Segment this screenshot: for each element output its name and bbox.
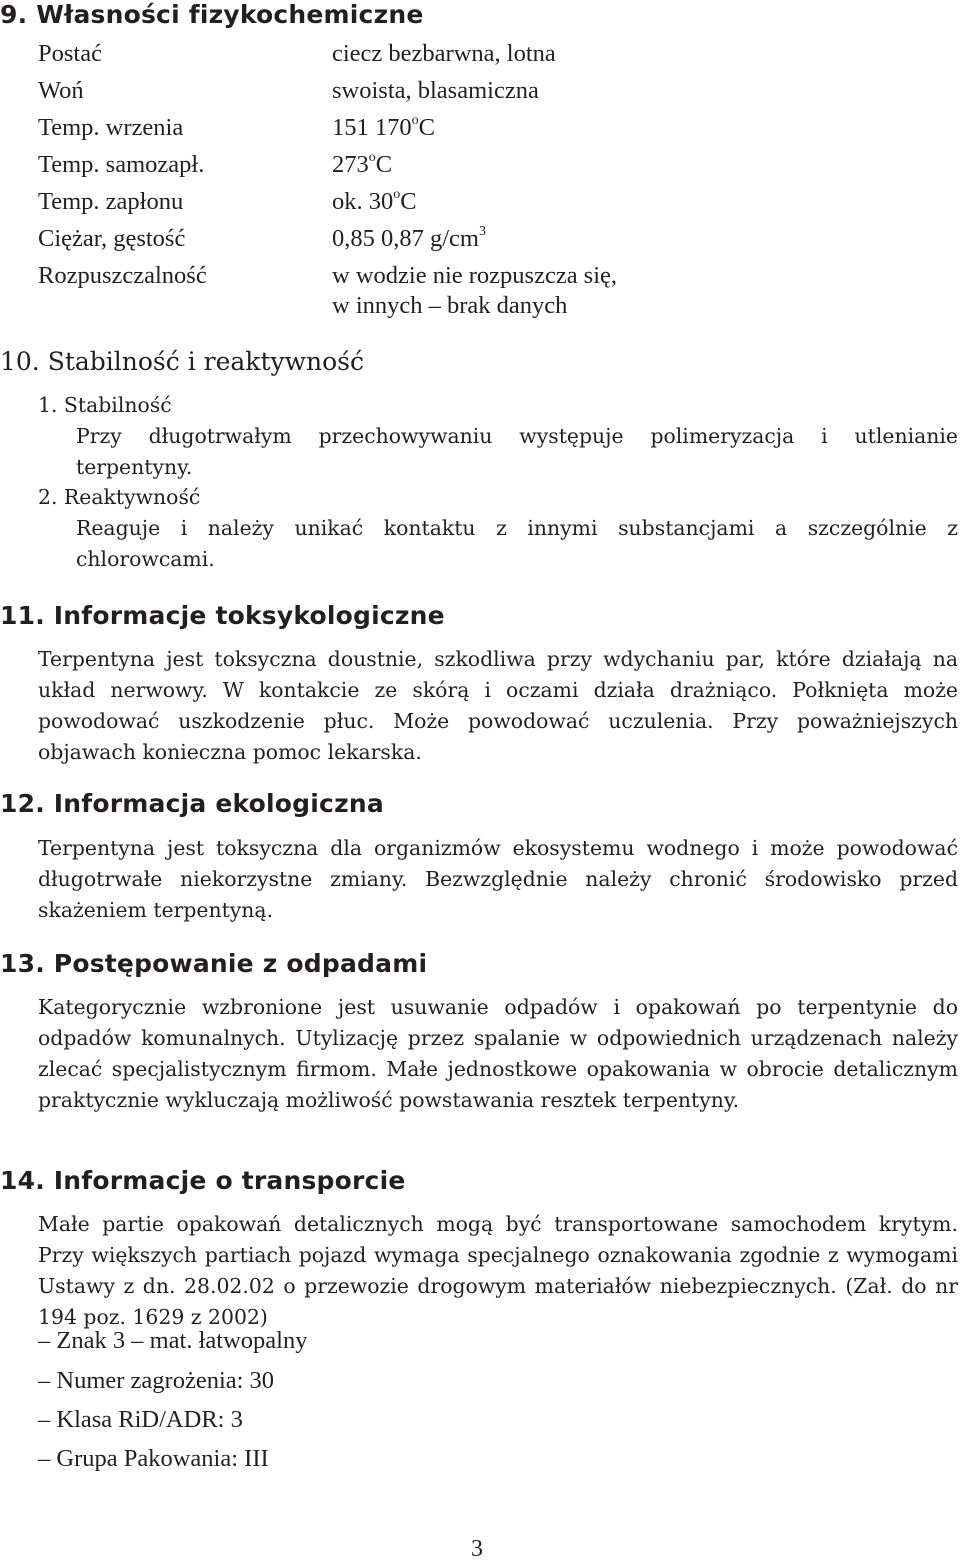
section-14-heading: 14. Informacje o transporcie [0, 1166, 406, 1195]
list-item: – Znak 3 – mat. łatwopalny [38, 1327, 308, 1354]
page-number: 3 [471, 1536, 483, 1562]
property-value: 273$^o$C [332, 150, 393, 178]
section-13-text: Kategorycznie wzbronione jest usuwanie odpadów i opakowań po terpentynie do odpadów komunalnych. Utylizację przez spalanie w odpowiednich urządzenach należy zlecać specjalistycznym firmom. Małe jednostkowe opakowania w obrocie detalicznym praktycznie wykluczają możliwość powstawania resztek terpentyny. [38, 995, 958, 1112]
subsection-reactivity-heading: 2. Reaktywność [38, 485, 201, 509]
property-label: Rozpuszczalność [38, 262, 207, 289]
list-item: – Numer zagrożenia: 30 [38, 1367, 275, 1394]
list-item: – Klasa RiD/ADR: 3 [38, 1406, 243, 1433]
property-value: w wodzie nie rozpuszcza się, [332, 262, 618, 289]
subsection-stability-text: Przy długotrwałym przechowywaniu występuje polimeryzacja i utlenianie terpentyny. [76, 424, 958, 479]
property-value: 151 170$^o$C [332, 113, 435, 141]
property-value: swoista, blasamiczna [332, 77, 539, 104]
property-label: Postać [38, 40, 102, 67]
section-12-text: Terpentyna jest toksyczna dla organizmów ekosystemu wodnego i może powodować długotrwałe niekorzystne zmiany. Bezwzględnie należy chronić środowisko przed skażeniem terpentyną. [38, 836, 958, 922]
property-value: 0,85 0,87 $g/cm^3$ [332, 224, 486, 252]
list-item: – Grupa Pakowania: III [38, 1445, 269, 1472]
subsection-reactivity-text: Reaguje i należy unikać kontaktu z innymi substancjami a szczególnie z chlorowcami. [76, 516, 958, 571]
property-label: Ciężar, gęstość [38, 225, 186, 252]
property-value-continued: w innych – brak danych [332, 292, 568, 319]
section-12-heading: 12. Informacja ekologiczna [0, 789, 384, 818]
section-13-heading: 13. Postępowanie z odpadami [0, 949, 428, 978]
property-label: Temp. samozapł. [38, 151, 205, 178]
section-11-heading: 11. Informacje toksykologiczne [0, 601, 445, 630]
property-value: ciecz bezbarwna, lotna [332, 40, 556, 67]
subsection-stability-heading: 1. Stabilność [38, 393, 172, 417]
section-11-text: Terpentyna jest toksyczna doustnie, szkodliwa przy wdychaniu par, które działają na układ nerwowy. W kontakcie ze skórą i oczami działa drażniąco. Połknięta może powodować uszkodzenie płuc. Może powodować uczulenia. Przy poważniejszych objawach konieczna pomoc lekarska. [38, 647, 958, 764]
section-14-text: Małe partie opakowań detalicznych mogą być transportowane samochodem krytym. Przy większych partiach pojazd wymaga specjalnego oznakowania zgodnie z wymogami Ustawy z dn. 28.02.02 o przewozie drogowym materiałów niebezpiecznych. (Zał. do nr 194 poz. 1629 z 2002) [38, 1212, 958, 1329]
property-label: Woń [38, 77, 84, 104]
section-10-heading: 10. Stabilność i reaktywność [0, 347, 365, 376]
section-9-heading: 9. Własności fizykochemiczne [0, 0, 424, 29]
property-label: Temp. wrzenia [38, 114, 184, 141]
property-value: ok. 30$^o$C [332, 187, 417, 215]
property-label: Temp. zapłonu [38, 188, 184, 215]
